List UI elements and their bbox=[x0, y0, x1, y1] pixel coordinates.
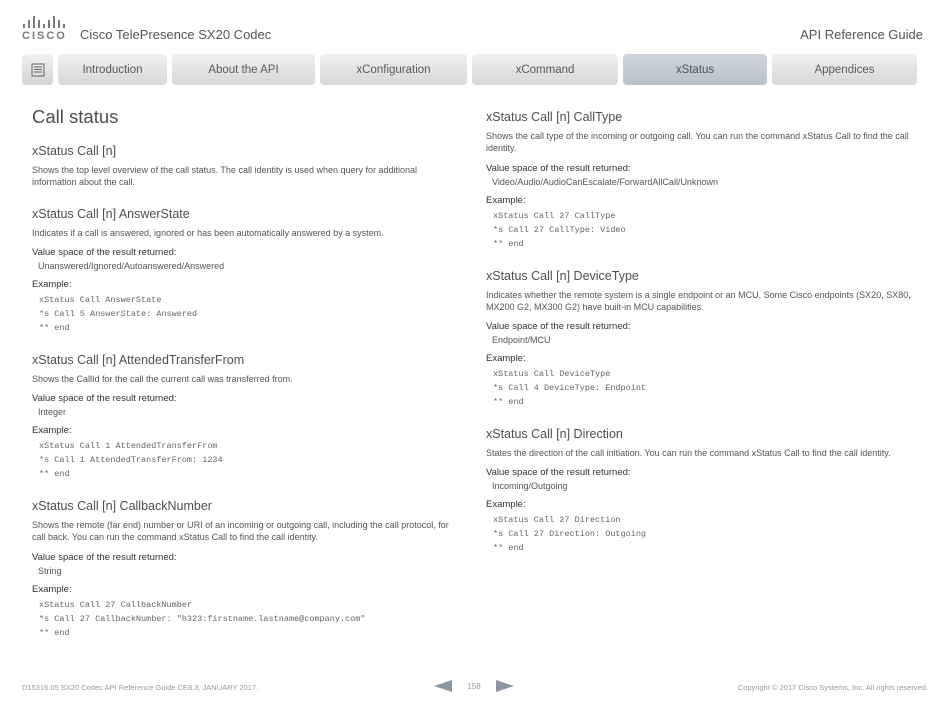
entry-devicetype bbox=[486, 269, 916, 410]
entry-description: Indicates if a call is answered, ignored or has been automatically answered by a system. bbox=[32, 227, 384, 238]
product-title: Cisco TelePresence SX20 Codec bbox=[80, 27, 272, 42]
example-label: Example: bbox=[32, 278, 72, 290]
tab-about-the-api[interactable]: About the API bbox=[172, 54, 315, 85]
example-label: Example: bbox=[486, 499, 526, 511]
entry-description: Shows the call type of the incoming or outgoing call. You can run the command xStatus Call to find the call identity. bbox=[486, 131, 909, 154]
tab-xconfiguration[interactable]: xConfiguration bbox=[320, 54, 467, 85]
right-column bbox=[486, 110, 916, 573]
entry-direction bbox=[486, 427, 916, 555]
code-line: *s Call 27 CallType: Video bbox=[493, 224, 626, 235]
entry-title: xStatus Call [n] CallType bbox=[486, 110, 623, 124]
code-line: ** end bbox=[39, 469, 70, 480]
code-line: *s Call 27 CallbackNumber: "h323:firstname.lastname@company.com" bbox=[39, 613, 366, 624]
previous-page-arrow-icon[interactable] bbox=[434, 680, 452, 692]
entry-description: Shows the CallId for the call the current call was transferred from. bbox=[32, 373, 293, 384]
document-id: D15316.05 SX20 Codec API Reference Guide CE8.3, JANUARY 2017. bbox=[22, 683, 259, 692]
value-space: Unanswered/Ignored/Autoanswered/Answered bbox=[38, 260, 225, 271]
value-space: String bbox=[38, 565, 62, 576]
entry-answerstate bbox=[32, 207, 452, 335]
left-column bbox=[32, 104, 452, 658]
code-line: *s Call 4 DeviceType: Endpoint bbox=[493, 383, 647, 394]
copyright: Copyright © 2017 Cisco Systems, Inc. All rights reserved. bbox=[737, 683, 928, 692]
code-line: *s Call 27 Direction: Outgoing bbox=[493, 529, 647, 540]
entry-attendedtransferfrom bbox=[32, 353, 452, 481]
entry-title: xStatus Call [n] AttendedTransferFrom bbox=[32, 352, 245, 367]
entry-callbacknumber bbox=[32, 499, 452, 640]
page-number: 158 bbox=[467, 681, 481, 691]
example-label: Example: bbox=[32, 425, 72, 437]
code-line: xStatus Call DeviceType bbox=[493, 369, 611, 380]
entry-title: xStatus Call [n] DeviceType bbox=[486, 268, 639, 283]
entry-title: xStatus Call [n] bbox=[32, 144, 117, 158]
tab-xcommand[interactable]: xCommand bbox=[472, 54, 618, 85]
code-line: ** end bbox=[493, 543, 524, 554]
value-space-label: Value space of the result returned: bbox=[486, 467, 631, 479]
value-space: Integer bbox=[38, 407, 67, 418]
code-line: xStatus Call 27 Direction bbox=[493, 515, 621, 526]
entry-title: xStatus Call [n] Direction bbox=[486, 427, 623, 442]
header bbox=[0, 0, 950, 50]
example-label: Example: bbox=[486, 353, 526, 365]
value-space-label: Value space of the result returned: bbox=[486, 162, 631, 174]
example-label: Example: bbox=[486, 194, 526, 206]
page-title: Call status bbox=[32, 106, 119, 127]
entry-call bbox=[32, 144, 452, 189]
code-line: ** end bbox=[493, 238, 524, 249]
guide-title: API Reference Guide bbox=[800, 27, 923, 42]
document-list-icon[interactable] bbox=[22, 54, 53, 85]
entry-calltype bbox=[486, 110, 916, 251]
cisco-logo bbox=[22, 16, 66, 40]
value-space-label: Value space of the result returned: bbox=[32, 246, 177, 258]
code-line: *s Call 1 AttendedTransferFrom: 1234 bbox=[39, 455, 223, 466]
value-space: Incoming/Outgoing bbox=[492, 481, 568, 492]
code-line: *s Call 5 AnswerState: Answered bbox=[39, 308, 198, 319]
entry-description: Shows the remote (far end) number or URI of an incoming or outgoing call, including the call protocol, for call back. You can run the command xStatus Call to find the call identity. bbox=[32, 520, 449, 543]
entry-title: xStatus Call [n] CallbackNumber bbox=[32, 499, 212, 514]
tab-appendices[interactable]: Appendices bbox=[772, 54, 917, 85]
code-line: xStatus Call 27 CallbackNumber bbox=[39, 599, 193, 610]
entry-description: States the direction of the call initiation. You can run the command xStatus Call to find the call identity. bbox=[486, 448, 891, 459]
pager bbox=[434, 678, 514, 694]
tab-xstatus[interactable]: xStatus bbox=[623, 54, 767, 85]
code-line: ** end bbox=[493, 397, 524, 408]
code-line: ** end bbox=[39, 322, 70, 333]
value-space: Endpoint/MCU bbox=[492, 335, 551, 346]
entry-title: xStatus Call [n] AnswerState bbox=[32, 206, 190, 221]
footer bbox=[0, 678, 950, 698]
value-space-label: Value space of the result returned: bbox=[32, 551, 177, 563]
value-space-label: Value space of the result returned: bbox=[32, 393, 177, 405]
entry-description: Indicates whether the remote system is a single endpoint or an MCU. Some Cisco endpoints (SX20, SX80, MX200 G2, MX300 G2) have built-in MCU capabilities. bbox=[486, 289, 911, 312]
code-line: xStatus Call 27 CallType bbox=[493, 210, 616, 221]
cisco-bars-icon bbox=[23, 16, 66, 28]
top-navigation bbox=[22, 54, 924, 85]
logo-text: CISCO bbox=[22, 30, 67, 42]
value-space: Video/Audio/AudioCanEscalate/ForwardAllCall/Unknown bbox=[492, 176, 718, 187]
entry-description: Shows the top level overview of the call status. The call identity is used when query for additional information about the call. bbox=[32, 165, 418, 188]
example-label: Example: bbox=[32, 583, 72, 595]
tab-introduction[interactable]: Introduction bbox=[58, 54, 167, 85]
code-line: xStatus Call 1 AttendedTransferFrom bbox=[39, 441, 218, 452]
value-space-label: Value space of the result returned: bbox=[486, 321, 631, 333]
next-page-arrow-icon[interactable] bbox=[496, 680, 514, 692]
code-line: ** end bbox=[39, 627, 70, 638]
code-line: xStatus Call AnswerState bbox=[39, 294, 162, 305]
